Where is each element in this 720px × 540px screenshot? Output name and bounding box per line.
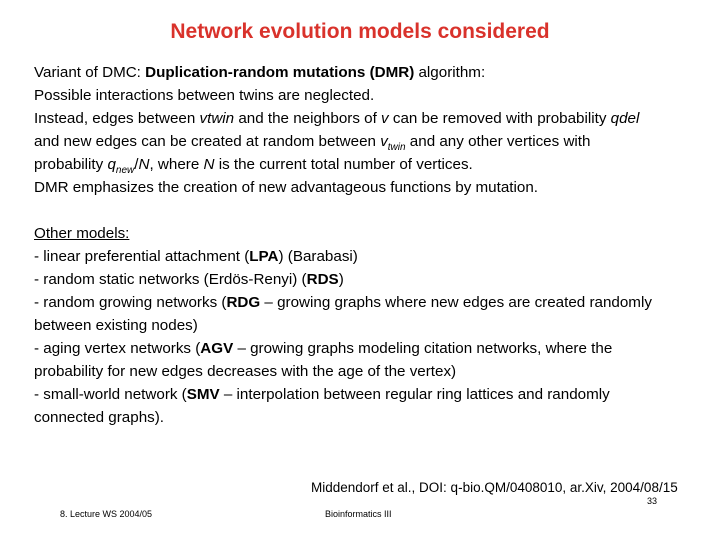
dmr-probability-line (34, 153, 704, 176)
model-smv (34, 383, 704, 406)
text-span: probability (34, 156, 108, 173)
text-span: - aging vertex networks ( (34, 340, 201, 357)
text-span: - linear preferential attachment ( (34, 248, 250, 265)
text-span: can be removed with probability (388, 110, 611, 127)
var-v: v (381, 110, 389, 127)
var-qdel: qdel (610, 110, 640, 127)
footer-course: Bioinformatics III (325, 509, 392, 519)
dmr-emphasis-line: DMR emphasizes the creation of new advantageous functions by mutation. (34, 179, 538, 196)
var-n: N (138, 156, 150, 173)
model-abbrev: LPA (249, 248, 279, 265)
model-rds (34, 268, 704, 291)
model-abbrev: SMV (186, 386, 220, 403)
page-number: 33 (647, 496, 658, 506)
text-span: / (134, 156, 139, 173)
text-span: is the current total number of vertices. (214, 156, 473, 173)
text-span: and the neighbors of (234, 110, 382, 127)
model-agv-cont: probability for new edges decreases with the age of the vertex) (34, 363, 457, 380)
dmr-twins-line: Possible interactions between twins are neglected. (34, 87, 375, 104)
subscript-new: new (115, 165, 135, 176)
var-v: v (380, 133, 388, 150)
dmr-intro-line (34, 61, 704, 84)
text-span: and any other vertices with (405, 133, 591, 150)
footer-lecture: 8. Lecture WS 2004/05 (60, 509, 153, 519)
slide-body (34, 61, 704, 429)
model-agv (34, 337, 704, 360)
text-span: and new edges can be created at random between (34, 133, 381, 150)
text-span: algorithm: (414, 64, 486, 81)
text-span: ) (Barabasi) (278, 248, 358, 265)
text-span: – growing graphs modeling citation networks, where the (233, 340, 613, 357)
dmr-model-name: Duplication-random mutations (DMR) (145, 64, 415, 81)
text-span: ) (338, 271, 344, 288)
var-vtwin: vtwin (199, 110, 235, 127)
slide-title: Network evolution models considered (170, 20, 550, 43)
model-lpa (34, 245, 704, 268)
text-span: – interpolation between regular ring lattices and randomly (219, 386, 610, 403)
text-span: Variant of DMC: (34, 64, 146, 81)
var-n: N (203, 156, 215, 173)
text-span: , where (149, 156, 204, 173)
dmr-removal-line (34, 107, 704, 130)
spacer (34, 199, 704, 222)
var-q: q (107, 156, 116, 173)
dmr-creation-line (34, 130, 704, 153)
text-span: – growing graphs where new edges are created randomly (260, 294, 652, 311)
model-rdg-cont: between existing nodes) (34, 317, 198, 334)
text-span: - random static networks (Erdös-Renyi) ( (34, 271, 307, 288)
subscript-twin: twin (387, 142, 406, 153)
text-span: Instead, edges between (34, 110, 200, 127)
other-models-heading: Other models: (34, 225, 130, 242)
model-smv-cont: connected graphs). (34, 409, 165, 426)
citation: Middendorf et al., DOI: q-bio.QM/0408010, ar.Xiv, 2004/08/15 (311, 480, 678, 495)
model-rdg (34, 291, 704, 314)
model-abbrev: AGV (200, 340, 234, 357)
model-abbrev: RDS (306, 271, 339, 288)
text-span: - small-world network ( (34, 386, 187, 403)
text-span: - random growing networks ( (34, 294, 227, 311)
model-abbrev: RDG (226, 294, 261, 311)
